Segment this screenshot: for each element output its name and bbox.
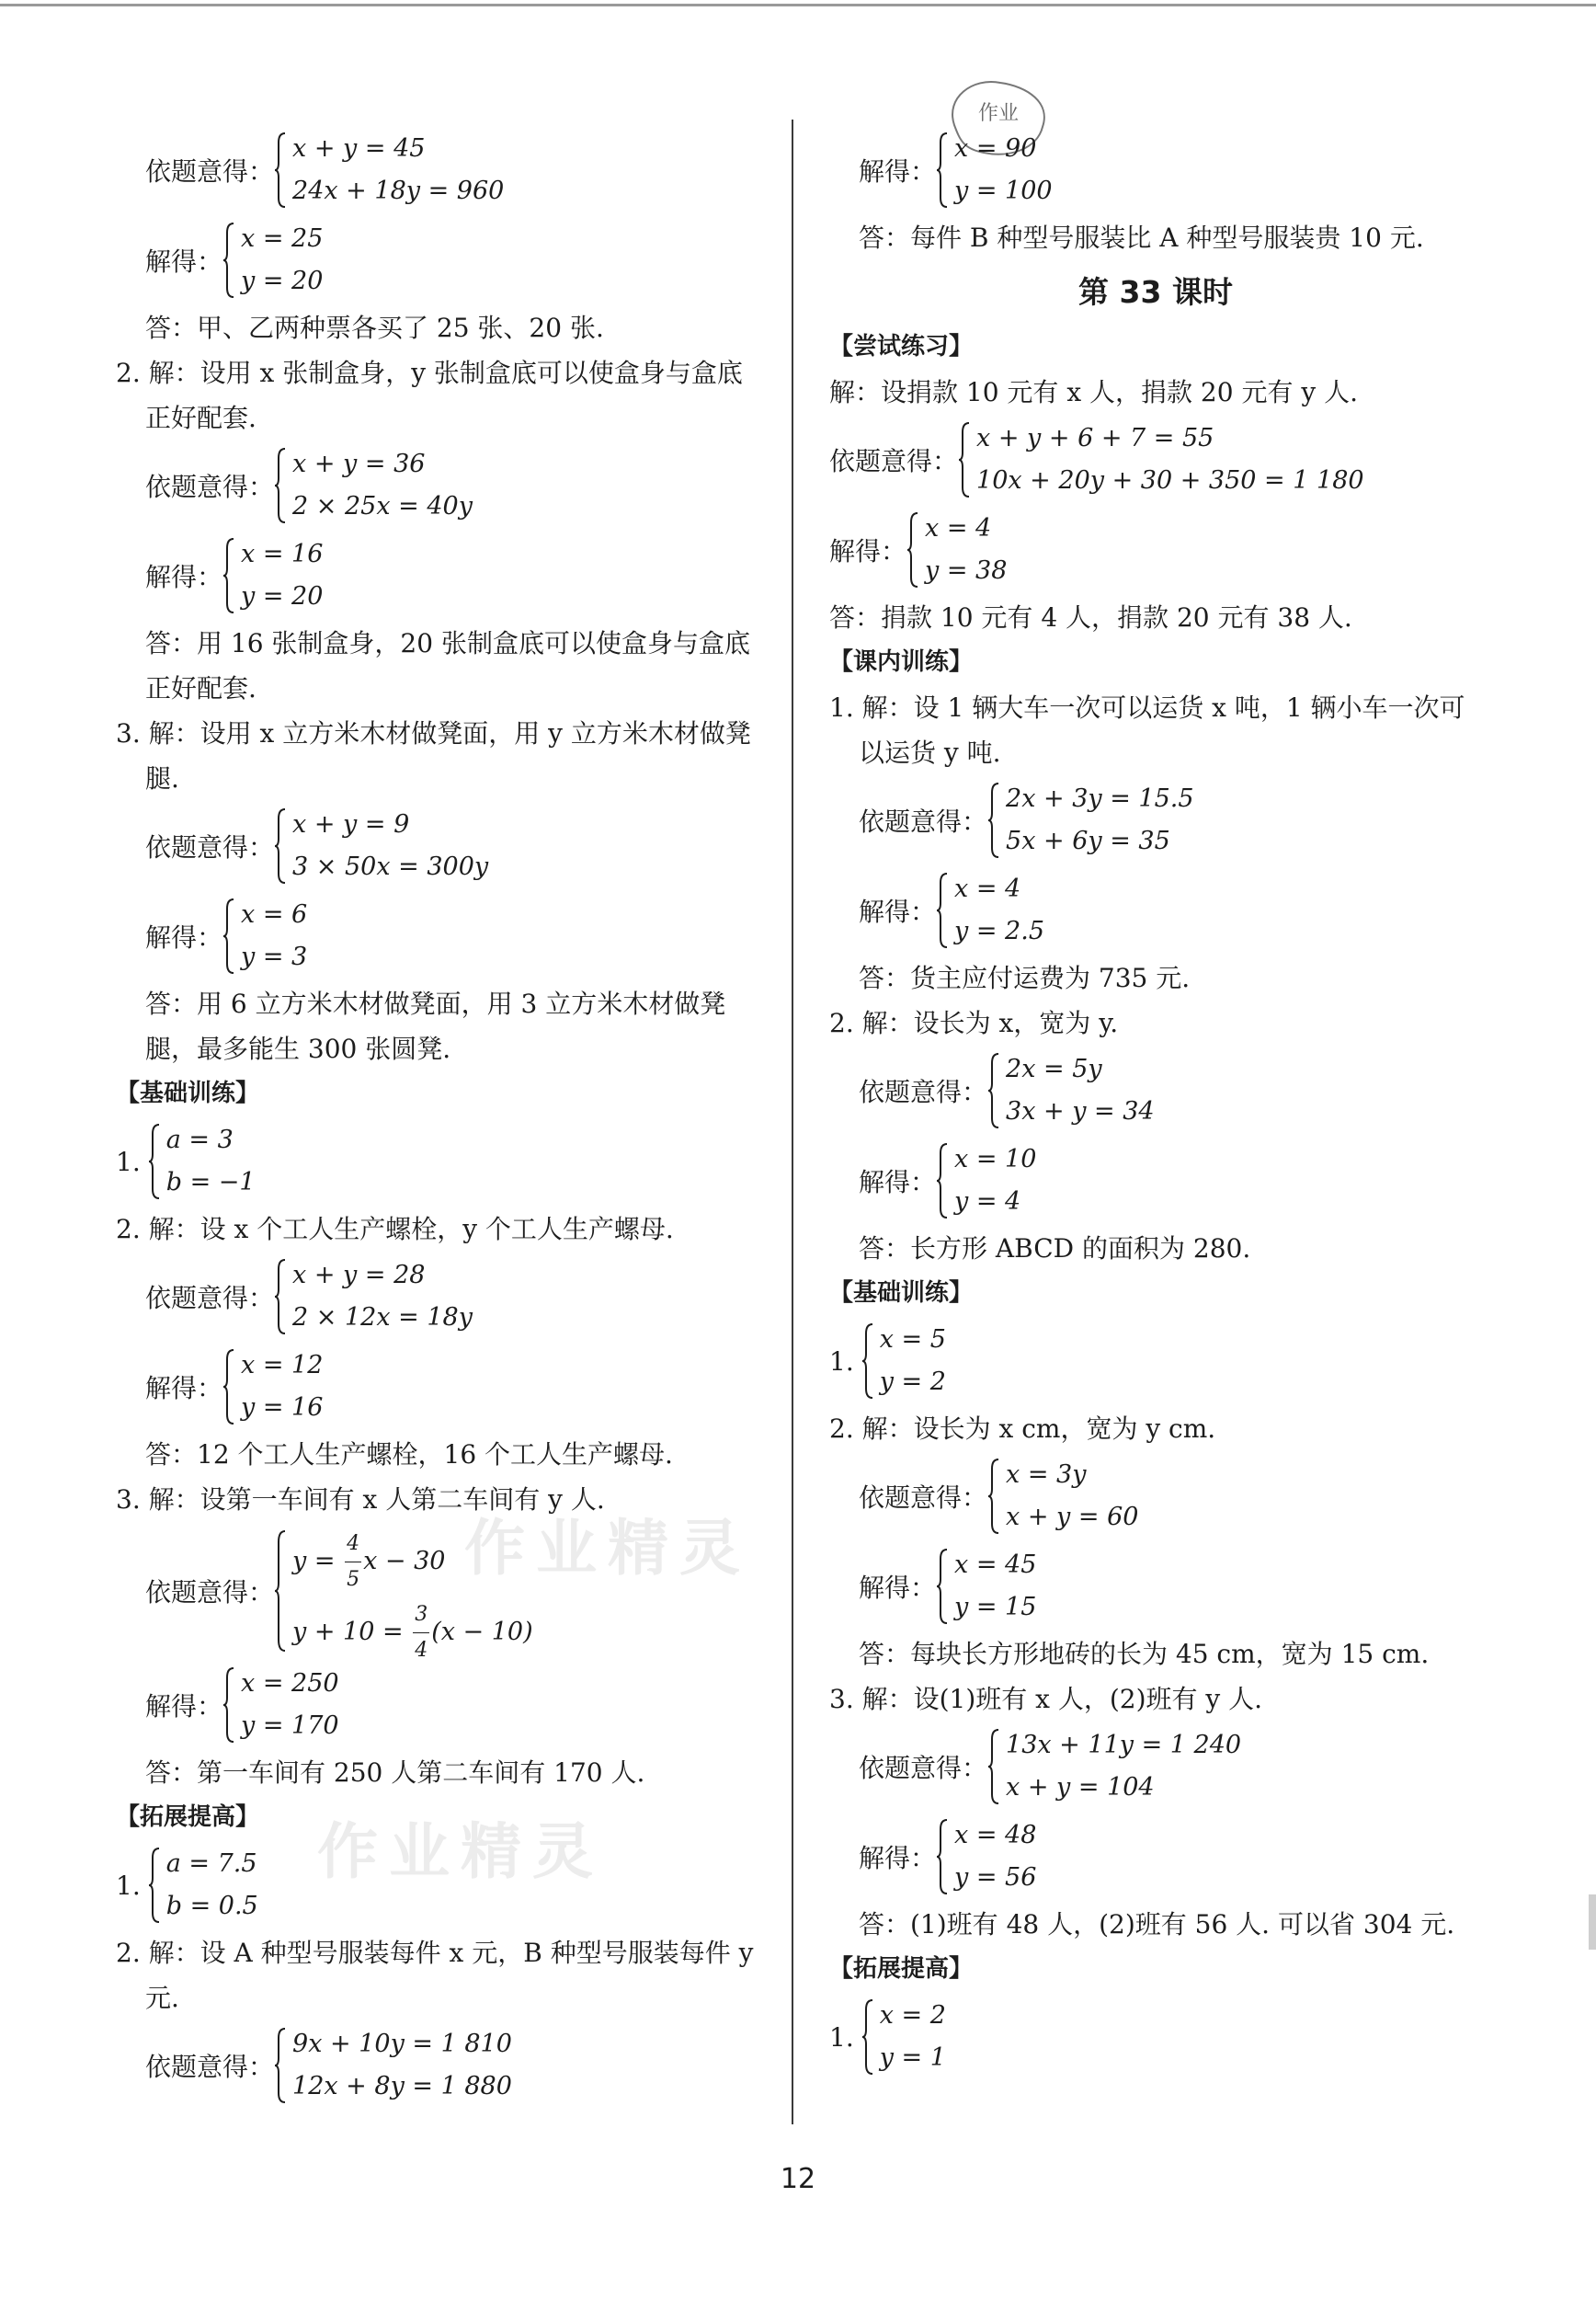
section-heading: 【尝试练习】 [829,333,974,360]
question-line: 3. 解：设第一车间有 x 人第二车间有 y 人. [116,1484,605,1515]
question-line: 以运货 y 吨. [859,738,1001,768]
brace-icon [274,1258,287,1335]
solution-system: 1. a = 7.5 b = 0.5 [116,1840,759,1930]
equation-system: 依题意得： x + y = 9 3 × 50x = 300y [116,801,759,891]
question-line: 2. 解：设用 x 张制盒身，y 张制盒底可以使盒身与盒底 [116,358,743,388]
answer-line: 答：甲、乙两种票各买了 25 张、20 张. [145,313,604,343]
question-line: 腿. [145,763,179,794]
answer-line: 答：捐款 10 元有 4 人，捐款 20 元有 38 人. [829,602,1352,633]
section-heading: 【拓展提高】 [829,1955,974,1983]
solution-system: 解得： x = 250 y = 170 [116,1660,759,1750]
question-line: 1. 解：设 1 辆大车一次可以运货 x 吨，1 辆小车一次可 [829,692,1465,723]
brace-icon [987,1052,1000,1129]
brace-icon [936,872,949,949]
answer-line: 答：12 个工人生产螺栓，16 个工人生产螺母. [145,1439,673,1470]
section-heading: 【课内训练】 [829,648,974,676]
solution-system: 1. x = 2 y = 1 [829,1992,1482,2082]
solution-system: 1. a = 3 b = −1 [116,1116,759,1207]
brace-icon [861,1998,874,2076]
watermark-2: 作业精灵 [317,1816,604,1887]
column-divider [792,120,793,2124]
answer-line: 答：每件 B 种型号服装比 A 种型号服装贵 10 元. [859,223,1424,253]
solution-system: 解得： x = 6 y = 3 [116,891,759,981]
question-line: 元. [145,1983,179,2013]
solution-system: 解得： x = 90 y = 100 [829,125,1482,215]
answer-line: 答：用 16 张制盒身，20 张制盒底可以使盒身与盒底 [145,628,750,658]
solution-system: 解得： x = 4 y = 2.5 [829,865,1482,955]
question-line: 3. 解：设用 x 立方米木材做凳面，用 y 立方米木材做凳 [116,718,751,749]
equation-system: 依题意得： x + y = 45 24x + 18y = 960 [116,125,759,215]
answer-line: 答：第一车间有 250 人第二车间有 170 人. [145,1757,645,1788]
fraction: $\frac{4}{5}$ [345,1527,361,1597]
watermark-1: 作业精灵 [464,1513,751,1584]
solution-system: 1. x = 5 y = 2 [829,1316,1482,1406]
brace-icon [861,1322,874,1400]
brace-icon [274,2027,287,2104]
page-number: 12 [780,2163,816,2195]
question-line: 解：设捐款 10 元有 x 人，捐款 20 元有 y 人. [829,377,1358,407]
brace-icon [274,807,287,885]
brace-icon [958,421,971,498]
equation-system: 依题意得： x = 3y x + y = 60 [829,1451,1482,1541]
equation-system: 依题意得： 2x = 5y 3x + y = 34 [829,1046,1482,1136]
answer-line: 答：每块长方形地砖的长为 45 cm，宽为 15 cm. [859,1639,1430,1669]
brace-icon [222,1348,235,1425]
question-line: 2. 解：设长为 x cm，宽为 y cm. [829,1413,1216,1444]
brace-icon [222,1666,235,1744]
answer-line: 答：用 6 立方米木材做凳面，用 3 立方米木材做凳 [145,989,726,1019]
fraction: $\frac{3}{4}$ [413,1597,429,1668]
equation-system: 依题意得： 9x + 10y = 1 810 12x + 8y = 1 880 [116,2020,759,2111]
answer-line: 答：(1)班有 48 人，(2)班有 56 人. 可以省 304 元. [859,1909,1455,1940]
brace-icon [148,1123,161,1200]
brace-icon [987,1458,1000,1535]
scan-edge-mark [1589,1894,1596,1950]
brace-icon [274,447,287,524]
lesson-title: 第 33 课时 [1078,274,1233,310]
brace-icon [906,511,919,589]
equation-system: 依题意得： x + y + 6 + 7 = 55 10x + 20y + 30 + 350 = 1 180 [829,415,1482,505]
equation-system-fraction: 依题意得： y = $\frac{4}{5}$ x − 30 y + 10 = $\frac{3}{4}$ (x − 10) [116,1522,759,1660]
solution-system: 解得： x = 45 y = 15 [829,1541,1482,1631]
question-line: 2. 解：设 x 个工人生产螺栓，y 个工人生产螺母. [116,1214,674,1244]
answer-line: 答：长方形 ABCD 的面积为 280. [859,1233,1251,1264]
equation-system: 依题意得： 13x + 11y = 1 240 x + y = 104 [829,1722,1482,1812]
brace-icon [148,1847,161,1924]
answer-line: 腿，最多能生 300 张圆凳. [145,1034,451,1064]
brace-icon [936,1548,949,1625]
brace-icon [987,1728,1000,1805]
equation-system: 依题意得： x + y = 28 2 × 12x = 18y [116,1252,759,1342]
solution-system: 解得： x = 16 y = 20 [116,531,759,621]
question-line: 3. 解：设(1)班有 x 人，(2)班有 y 人. [829,1684,1263,1714]
brace-icon [987,782,1000,859]
solution-system: 解得： x = 25 y = 20 [116,215,759,305]
brace-icon [936,1818,949,1895]
brace-icon [222,537,235,614]
solution-system: 解得： x = 10 y = 4 [829,1136,1482,1226]
solution-system: 解得： x = 4 y = 38 [829,505,1482,595]
section-heading: 【拓展提高】 [116,1803,260,1831]
section-heading: 【基础训练】 [829,1279,974,1307]
svg-text:作业: 作业 [978,102,1020,125]
brace-icon [936,132,949,209]
answer-line: 答：货主应付运费为 735 元. [859,963,1191,993]
right-column [829,125,1482,2082]
left-column [116,125,759,2111]
solution-system: 解得： x = 12 y = 16 [116,1342,759,1432]
brace-icon [274,132,287,209]
brace-icon [222,222,235,299]
section-heading: 【基础训练】 [116,1080,260,1107]
brace-icon [222,898,235,975]
equation-system: 依题意得： x + y = 36 2 × 25x = 40y [116,441,759,531]
solution-system: 解得： x = 48 y = 56 [829,1812,1482,1902]
question-line: 2. 解：设长为 x，宽为 y. [829,1008,1119,1038]
question-line: 正好配套. [145,403,256,433]
question-line: 2. 解：设 A 种型号服装每件 x 元，B 种型号服装每件 y [116,1938,754,1968]
answer-line: 正好配套. [145,673,256,704]
equation-system: 依题意得： 2x + 3y = 15.5 5x + 6y = 35 [829,775,1482,865]
brace-icon [936,1142,949,1219]
brace-icon [274,1529,287,1653]
